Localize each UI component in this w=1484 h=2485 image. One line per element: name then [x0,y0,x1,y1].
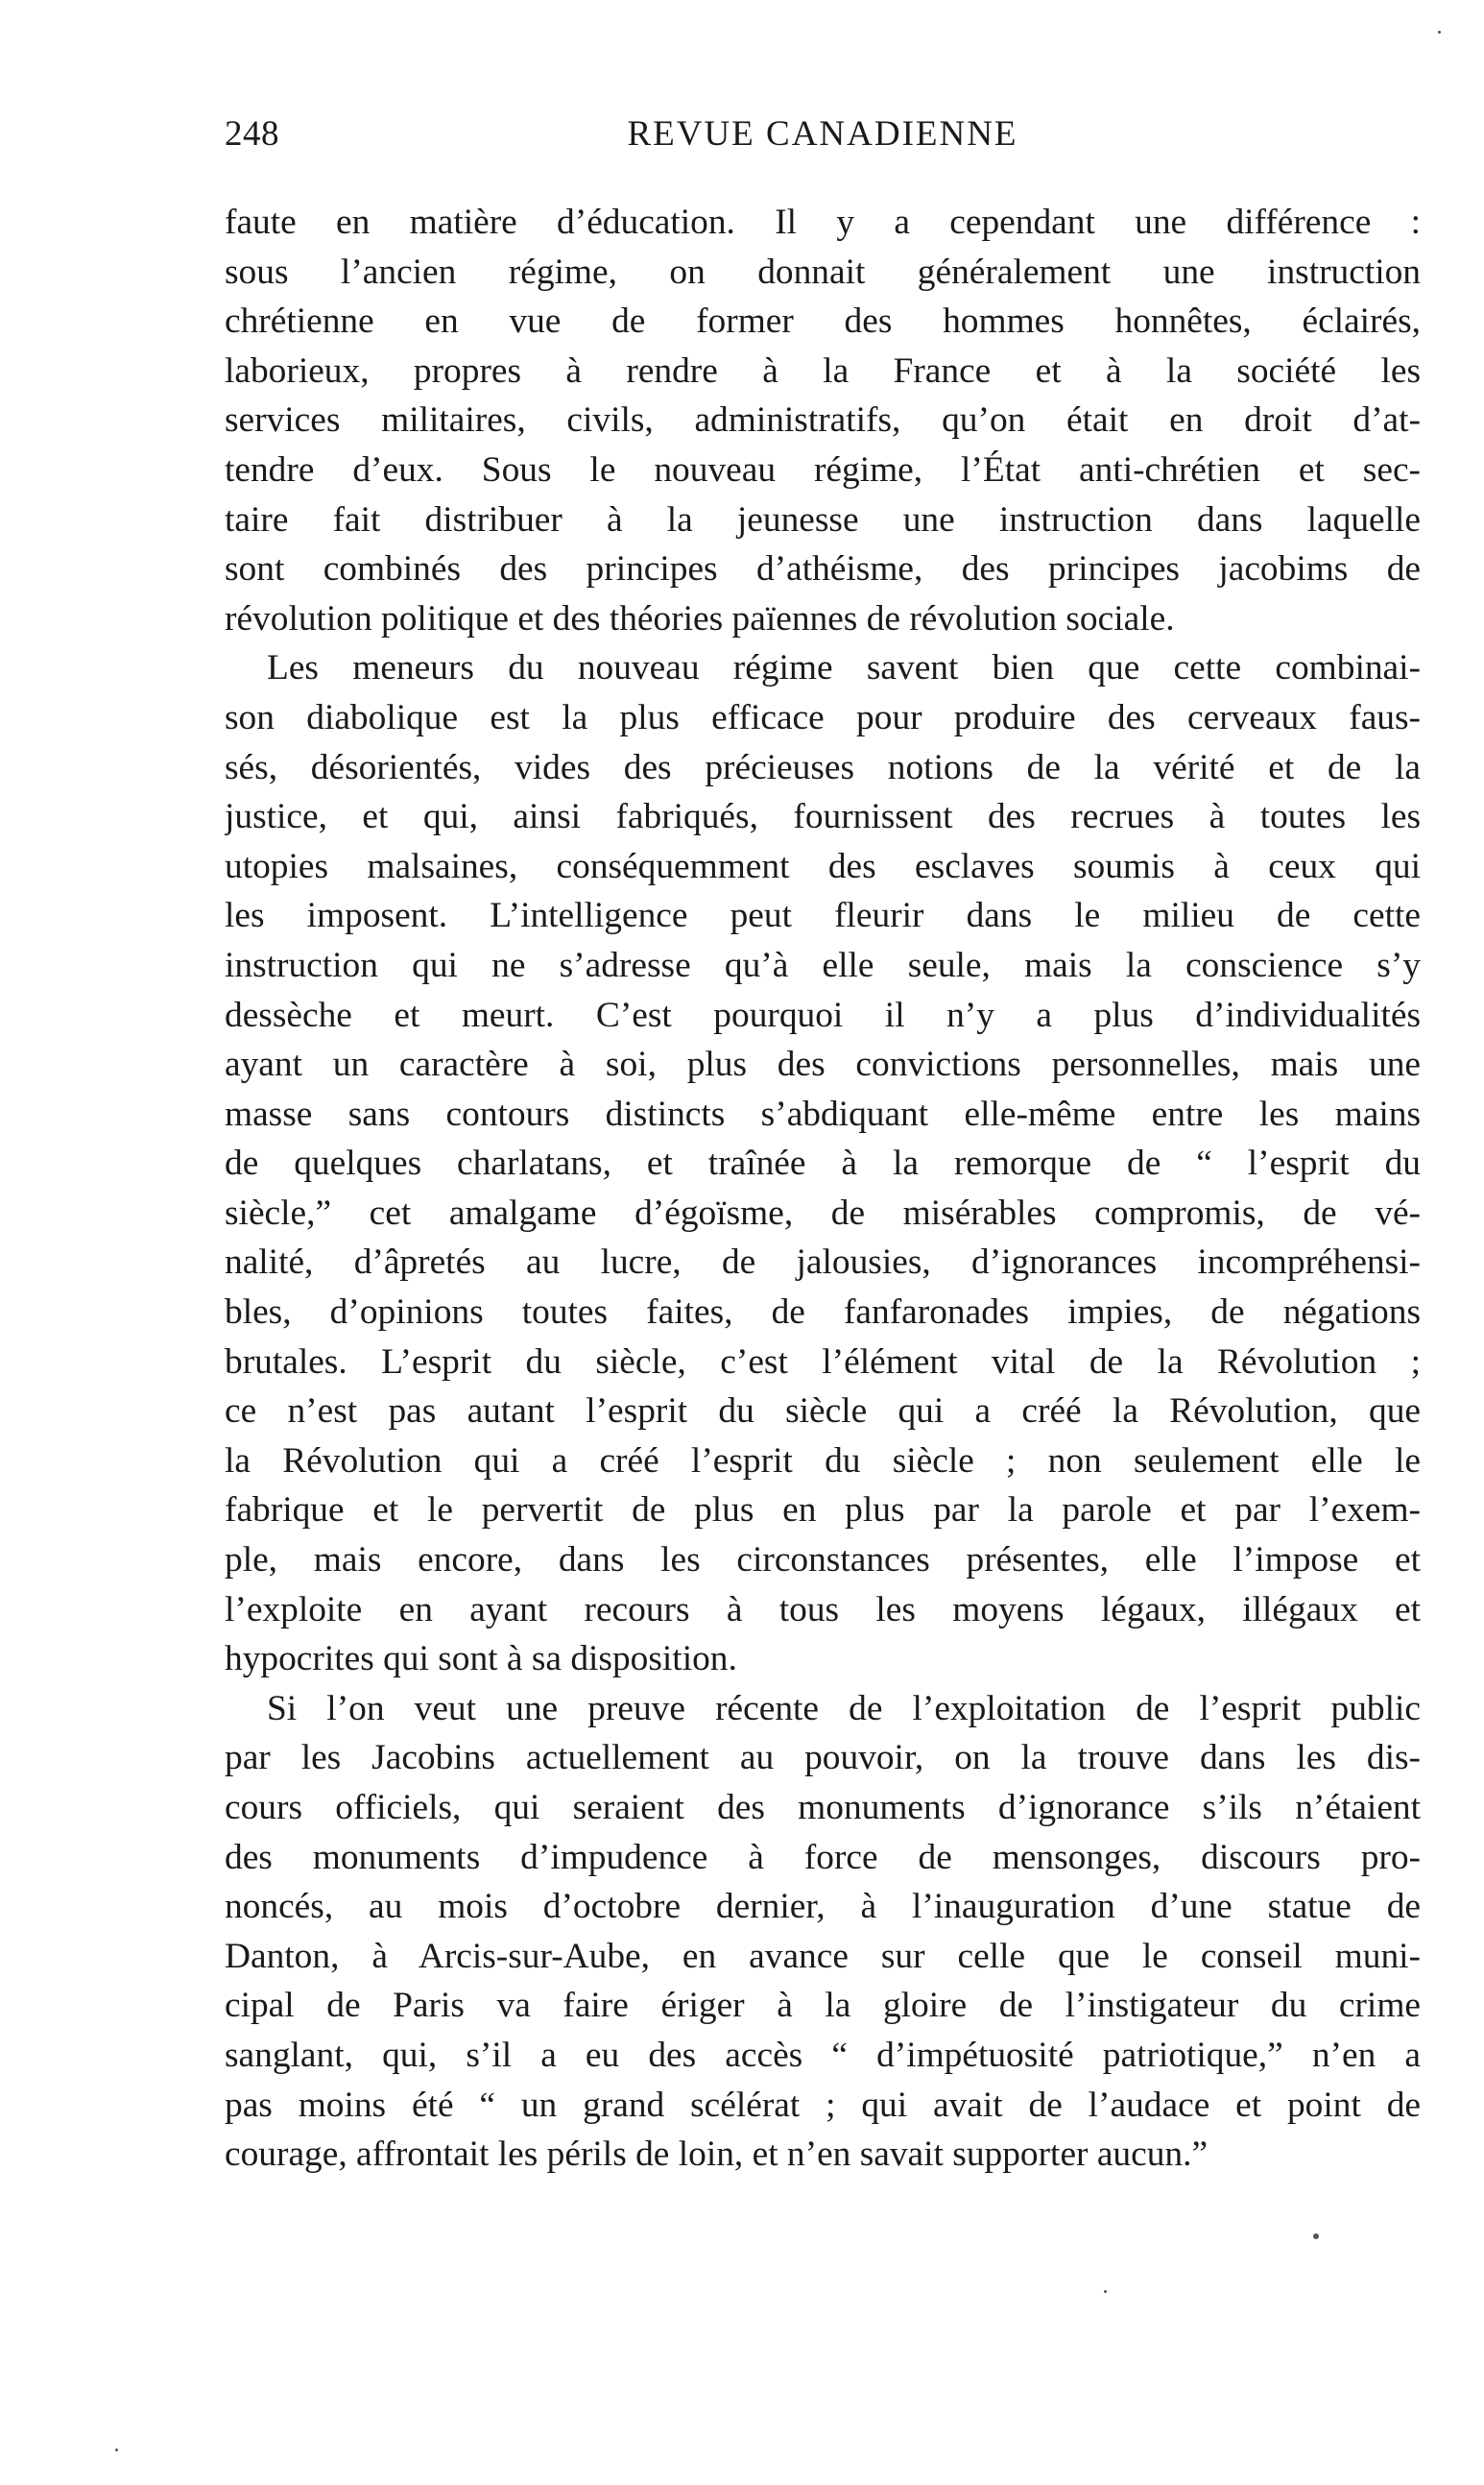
article-body [225,198,1421,2180]
text-line: sés, désorientés, vides des précieuses notions de la vérité et de la [225,747,1421,787]
text-line: nalité, d’âpretés au lucre, de jalousies, d’ignorances incompréhensi- [225,1242,1421,1283]
text-line: fabrique et le pervertit de plus en plus par la parole et par l’exem- [225,1490,1421,1531]
text-line: siècle,” cet amalgame d’égoïsme, de misérables compromis, de vé- [225,1193,1421,1233]
text-line: brutales. L’esprit du siècle, c’est l’élément vital de la Révolution ; [225,1341,1421,1382]
text-line: des monuments d’impudence à force de mensonges, discours pro- [225,1837,1421,1877]
paragraph [225,198,1421,643]
text-line: courage, affrontait les périls de loin, et n’en savait supporter aucun.” [225,2135,1209,2175]
text-line: son diabolique est la plus efficace pour produire des cerveaux faus- [225,697,1421,737]
text-line: l’exploite en ayant recours à tous les moyens légaux, illégaux et [225,1589,1421,1629]
text-line: Les meneurs du nouveau régime savent bien que cette combinai- [267,648,1421,688]
text-line: de quelques charlatans, et traînée à la remorque de “ l’esprit du [225,1144,1421,1184]
text-line: révolution politique et des théories païennes de révolution sociale. [225,598,1175,639]
text-line: faute en matière d’éducation. Il y a cependant une différence : [225,203,1421,242]
paragraph [225,1684,1421,2180]
scan-speck [1104,2290,1107,2293]
text-line: instruction qui ne s’adresse qu’à elle seule, mais la conscience s’y [225,945,1421,985]
text-line: ce n’est pas autant l’esprit du siècle qui a créé la Révolution, que [225,1391,1421,1432]
text-line: Danton, à Arcis-sur-Aube, en avance sur celle que le conseil muni- [225,1936,1421,1976]
text-line: tendre d’eux. Sous le nouveau régime, l’État anti-chrétien et sec- [225,449,1421,490]
text-line: masse sans contours distincts s’abdiquant elle-même entre les mains [225,1094,1421,1134]
text-line: sont combinés des principes d’athéisme, des principes jacobims de [225,549,1421,590]
text-line: chrétienne en vue de former des hommes honnêtes, éclairés, [225,302,1421,342]
text-line: Si l’on veut une preuve récente de l’exploitation de l’esprit public [267,1688,1421,1728]
text-line: par les Jacobins actuellement au pouvoir, on la trouve dans les dis- [225,1738,1421,1778]
page-number: 248 [225,114,279,154]
text-line: taire fait distribuer à la jeunesse une instruction dans laquelle [225,499,1421,540]
text-line: ayant un caractère à soi, plus des convictions personnelles, mais une [225,1045,1421,1085]
text-line: bles, d’opinions toutes faites, de fanfaronades impies, de négations [225,1292,1421,1333]
text-line: sanglant, qui, s’il a eu des accès “ d’impétuosité patriotique,” n’en a [225,2035,1421,2075]
text-line: dessèche et meurt. C’est pourquoi il n’y a plus d’individualités [225,995,1421,1035]
text-line: noncés, au mois d’octobre dernier, à l’inauguration d’une statue de [225,1887,1421,1927]
running-head [225,113,1421,171]
scan-speck [1438,31,1441,34]
text-line: laborieux, propres à rendre à la France et à la société les [225,350,1421,391]
text-line: utopies malsaines, conséquemment des esclaves soumis à ceux qui [225,846,1421,886]
text-line: services militaires, civils, administratifs, qu’on était en droit d’at- [225,400,1421,441]
journal-title: REVUE CANADIENNE [627,114,1018,154]
text-line: la Révolution qui a créé l’esprit du siècle ; non seulement elle le [225,1440,1421,1481]
scan-speck [115,2449,118,2451]
text-line: ple, mais encore, dans les circonstances présentes, elle l’impose et [225,1540,1421,1580]
text-line: les imposent. L’intelligence peut fleurir dans le milieu de cette [225,896,1421,936]
paragraph [225,643,1421,1683]
text-line: justice, et qui, ainsi fabriqués, fournissent des recrues à toutes les [225,797,1421,837]
text-line: sous l’ancien régime, on donnait généralement une instruction [225,252,1421,292]
text-line: cours officiels, qui seraient des monuments d’ignorance s’ils n’étaient [225,1788,1421,1827]
text-line: hypocrites qui sont à sa disposition. [225,1639,737,1679]
scan-speck [1313,2233,1319,2239]
text-line: pas moins été “ un grand scélérat ; qui avait de l’audace et point de [225,2085,1421,2125]
text-line: cipal de Paris va faire ériger à la gloire de l’instigateur du crime [225,1986,1421,2026]
